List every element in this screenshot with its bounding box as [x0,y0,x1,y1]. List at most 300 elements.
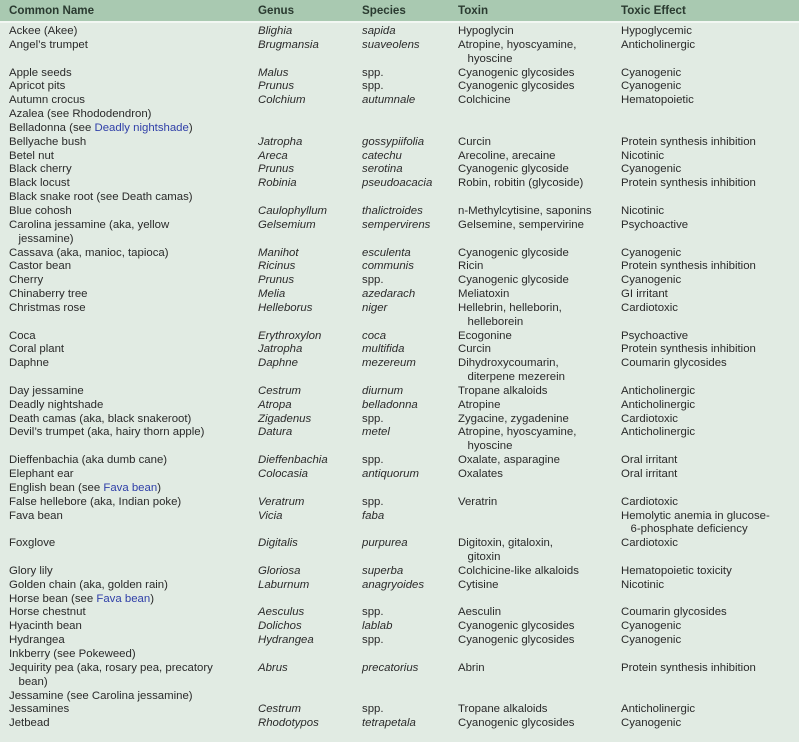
toxin-cell: Colchicine [458,94,511,107]
genus-cell: Zigadenus [258,412,312,425]
toxic-effect-cell: Protein synthesis inhibition [621,661,756,674]
common-name-cell [0,496,258,510]
toxin-cell: Cyanogenic glycosides [458,80,575,93]
toxin-cell [458,482,621,496]
genus-cell [258,690,362,704]
common-name: Daphne [9,357,49,370]
common-name: Glory lily [9,564,53,577]
common-name: Jetbead [9,717,50,730]
table-row [0,593,799,607]
common-name-cell [0,454,258,468]
toxin-cell: Cyanogenic glycoside [458,163,569,176]
species-cell: sapida [362,25,396,37]
toxin-cell: Ricin [458,260,484,273]
species-cell: coca [362,329,387,342]
common-name-cell [0,177,258,191]
common-name: English bean (see [9,481,104,494]
common-name: Autumn crocus [9,94,85,107]
common-name: Horse chestnut [9,606,86,619]
common-name-cell [0,606,258,620]
species-cell: spp. [362,606,384,619]
common-name-cell [0,108,258,122]
common-name-cell [0,94,258,108]
common-name: Cassava (aka, manioc, tapioca) [9,246,169,259]
toxic-effect-cell [621,191,799,205]
species-cell: faba [362,509,385,522]
toxin-cell [458,593,621,607]
toxin-cell: Atropine, hyoscyamine, hyoscine [458,426,577,453]
toxic-effect-cell: Hematopoietic [621,94,694,107]
toxin-cell: Atropine [458,398,501,411]
species-cell: niger [362,301,388,314]
species-cell: gossypiifolia [362,135,425,148]
toxin-cell: Atropine, hyoscyamine, hyoscine [458,38,577,65]
species-cell: tetrapetala [362,717,416,730]
common-name: Castor bean [9,260,72,273]
common-name: Black snake root (see Death camas) [9,191,193,204]
toxic-effect-cell: Cyanogenic [621,163,682,176]
species-cell: spp. [362,495,384,508]
table-row [0,343,799,357]
toxic-effect-cell: Protein synthesis inhibition [621,135,756,148]
table-row [0,634,799,648]
table-row [0,399,799,413]
genus-cell [258,122,362,136]
species-cell [362,593,458,607]
toxin-cell: Cyanogenic glycosides [458,717,575,730]
common-name: Horse bean (see [9,592,97,605]
toxic-effect-cell: Psychoactive [621,329,689,342]
common-name: Golden chain (aka, golden rain) [9,578,168,591]
toxic-effect-cell [621,122,799,136]
genus-cell [258,482,362,496]
toxin-cell: Curcin [458,343,491,356]
table-row [0,454,799,468]
toxic-effect-cell: Cyanogenic [621,80,682,93]
species-cell: purpurea [362,537,408,550]
toxin-cell [458,108,621,122]
common-name-cell [0,426,258,454]
table-row [0,330,799,344]
common-name: Fava bean [9,509,63,522]
toxic-effect-cell [621,482,799,496]
species-cell: precatorius [362,661,419,674]
common-name: Belladonna (see [9,121,95,134]
species-cell: diurnum [362,384,404,397]
toxic-effect-cell: Cardiotoxic [621,412,678,425]
genus-cell [258,648,362,662]
toxic-effect-cell: Oral irritant [621,454,678,467]
common-name: Day jessamine [9,384,84,397]
common-name-cell [0,274,258,288]
common-name: Hydrangea [9,634,65,647]
common-name: Blue cohosh [9,204,72,217]
common-name-cell [0,343,258,357]
common-name: Cherry [9,274,44,287]
table-row [0,39,799,67]
common-name-cell [0,80,258,94]
toxic-effect-cell: Psychoactive [621,218,689,231]
toxin-cell: Hypoglycin [458,25,514,37]
species-cell: communis [362,260,414,273]
genus-cell: Erythroxylon [258,329,322,342]
table-row [0,191,799,205]
common-name-cell [0,136,258,150]
genus-cell: Prunus [258,163,295,176]
table-body [0,22,799,731]
common-name-cell [0,703,258,717]
common-name-suffix: ) [150,592,155,605]
genus-cell: Areca [258,149,288,162]
common-name-cell [0,150,258,164]
genus-cell: Gloriosa [258,564,301,577]
common-name-cell [0,690,258,704]
table-row [0,94,799,108]
species-cell: spp. [362,412,384,425]
common-name: Betel nut [9,149,54,162]
genus-cell: Cestrum [258,384,302,397]
table-row [0,579,799,593]
table-row [0,205,799,219]
common-name-cell [0,260,258,274]
common-name: Jequirity pea (aka, rosary pea, precatory bean) [9,661,213,688]
species-cell: catechu [362,149,402,162]
genus-cell: Prunus [258,80,295,93]
common-name: Bellyache bush [9,135,87,148]
toxin-cell: Digitoxin, gitaloxin, gitoxin [458,537,553,564]
table-row [0,163,799,177]
toxin-cell: Gelsemine, sempervirine [458,218,584,231]
toxin-cell [458,191,621,205]
common-name-cell [0,482,258,496]
toxic-effect-cell: Coumarin glycosides [621,606,727,619]
genus-cell: Gelsemium [258,218,316,231]
species-cell: sempervirens [362,218,431,231]
genus-cell: Digitalis [258,537,298,550]
common-name: Angel’s trumpet [9,38,88,51]
table-row [0,426,799,454]
toxic-effect-cell: Nicotinic [621,204,665,217]
common-name-cell [0,620,258,634]
toxin-cell: Abrin [458,661,485,674]
genus-cell: Colocasia [258,468,309,480]
genus-cell: Laburnum [258,578,310,591]
toxin-cell: Oxalates [458,468,503,480]
species-cell [362,122,458,136]
common-name: Black cherry [9,163,72,176]
species-cell [362,690,458,704]
common-name-suffix: ) [157,481,161,494]
table-row [0,108,799,122]
genus-cell [258,593,362,607]
common-name-cell [0,399,258,413]
common-name: Christmas rose [9,301,86,314]
table-row [0,537,799,565]
toxin-cell [458,690,621,704]
toxin-cell: Cyanogenic glycosides [458,634,575,647]
species-cell [362,648,458,662]
common-name: Coca [9,329,36,342]
toxin-cell: Tropane alkaloids [458,703,548,716]
toxin-cell: Oxalate, asparagine [458,454,560,467]
toxin-cell [458,648,621,662]
table-header-row [0,0,799,22]
table-row [0,219,799,247]
genus-cell: Dieffenbachia [258,454,328,467]
table-row [0,717,799,731]
genus-cell: Abrus [258,661,288,674]
toxin-cell: Cyanogenic glycoside [458,274,569,287]
species-cell: spp. [362,66,384,79]
common-name-cell [0,67,258,81]
species-cell: metel [362,426,390,439]
common-name: Devil’s trumpet (aka, hairy thorn apple) [9,426,205,439]
species-cell: azedarach [362,288,416,301]
table-row [0,496,799,510]
species-cell: antiquorum [362,468,419,480]
common-name-cell [0,634,258,648]
species-cell [362,108,458,122]
common-name: Inkberry (see Pokeweed) [9,647,136,660]
genus-cell: Atropa [258,398,292,411]
common-name-cell [0,205,258,219]
table-row [0,648,799,662]
table-row [0,247,799,261]
species-cell: spp. [362,80,384,93]
common-name-cell [0,357,258,385]
common-name: Death camas (aka, black snakeroot) [9,412,192,425]
header-common-name: Common Name [0,0,258,22]
common-name: Chinaberry tree [9,288,88,301]
toxic-effect-cell: Cyanogenic [621,274,682,287]
genus-cell: Brugmansia [258,38,319,51]
common-name-cell [0,662,258,690]
common-name: Dieffenbachia (aka dumb cane) [9,454,168,467]
toxin-cell: Curcin [458,135,491,148]
common-name: Ackee (Akee) [9,25,78,37]
genus-cell: Manihot [258,246,299,259]
table-row [0,260,799,274]
species-cell: lablab [362,620,393,633]
common-name-cell [0,39,258,67]
toxic-effect-cell: Cyanogenic [621,634,682,647]
species-cell: thalictroides [362,204,423,217]
genus-cell: Daphne [258,357,298,370]
cross-reference-link[interactable]: Fava bean [103,481,158,494]
toxic-effect-cell [621,690,799,704]
common-name: Azalea (see Rhododendron) [9,108,152,121]
common-name-cell [0,163,258,177]
species-cell: serotina [362,163,403,176]
toxic-effect-cell: Protein synthesis inhibition [621,260,756,273]
toxic-effect-cell [621,648,799,662]
toxin-cell: Meliatoxin [458,288,510,301]
genus-cell: Rhodotypos [258,717,319,730]
common-name: Jessamines [9,703,70,716]
common-name-cell [0,510,258,538]
common-name: Apricot pits [9,80,66,93]
table-row [0,22,799,39]
table-row [0,122,799,136]
toxic-effect-cell: Cyanogenic [621,717,682,730]
table-row [0,67,799,81]
species-cell: spp. [362,703,384,716]
common-name-suffix: ) [188,121,193,134]
toxic-effect-cell: Anticholinergic [621,38,696,51]
toxic-effect-cell: Hematopoietic toxicity [621,564,732,577]
table-row [0,385,799,399]
common-name-cell [0,302,258,330]
species-cell: spp. [362,454,384,467]
table-row [0,177,799,191]
table-row [0,288,799,302]
toxic-effect-cell: Cyanogenic [621,620,682,633]
toxic-effect-cell: Anticholinergic [621,398,696,411]
table-row [0,606,799,620]
common-name-cell [0,191,258,205]
genus-cell: Hydrangea [258,634,314,647]
species-cell [362,482,458,496]
species-cell: autumnale [362,94,416,107]
common-name-cell [0,468,258,482]
common-name-cell [0,219,258,247]
genus-cell [258,108,362,122]
cross-reference-link[interactable]: Deadly nightshade [94,121,189,134]
species-cell: spp. [362,274,384,287]
toxin-cell: Cyanogenic glycoside [458,246,569,259]
genus-cell: Robinia [258,177,297,190]
toxin-cell: Aesculin [458,606,502,619]
toxin-cell: Robin, robitin (glycoside) [458,177,584,190]
common-name-cell [0,537,258,565]
common-name-cell [0,288,258,302]
genus-cell: Helleborus [258,301,313,314]
common-name-cell [0,579,258,593]
header-toxin: Toxin [458,0,621,22]
toxic-effect-cell: Cardiotoxic [621,537,678,550]
species-cell: superba [362,564,404,577]
toxin-cell: Ecogonine [458,329,512,342]
toxic-effect-cell [621,108,799,122]
common-name: Apple seeds [9,66,72,79]
common-name: Deadly nightshade [9,398,104,411]
common-name-cell [0,247,258,261]
toxic-effect-cell: Coumarin glycosides [621,357,727,370]
common-name: Hyacinth bean [9,620,82,633]
toxic-effect-cell: Nicotinic [621,149,665,162]
toxic-effect-cell: Protein synthesis inhibition [621,177,756,190]
common-name: Jessamine (see Carolina jessamine) [9,689,193,702]
toxic-effect-cell: Anticholinergic [621,384,696,397]
genus-cell: Jatropha [258,343,303,356]
table-row [0,413,799,427]
table-row [0,357,799,385]
table-row [0,690,799,704]
toxic-effect-cell: Oral irritant [621,468,678,480]
toxin-cell: n-Methylcytisine, saponins [458,204,592,217]
table-row [0,468,799,482]
toxin-cell: Hellebrin, helleborin, helleborein [458,301,562,328]
common-name-cell [0,385,258,399]
toxin-cell: Dihydroxycoumarin, diterpene mezerein [458,357,566,384]
genus-cell: Prunus [258,274,295,287]
table-row [0,565,799,579]
toxic-effect-cell: Anticholinergic [621,426,696,439]
toxin-cell [458,510,621,538]
toxic-effect-cell: GI irritant [621,288,668,301]
common-name-cell [0,22,258,39]
common-name-cell [0,330,258,344]
common-name: Elephant ear [9,468,74,480]
table-row [0,302,799,330]
species-cell: belladonna [362,398,418,411]
genus-cell: Cestrum [258,703,302,716]
header-species: Species [362,0,458,22]
toxic-effect-cell: Hemolytic anemia in glucose- 6-phosphate deficiency [621,509,770,536]
toxin-cell [458,122,621,136]
genus-cell: Aesculus [258,606,305,619]
toxic-effect-cell: Cyanogenic [621,66,682,79]
toxic-effect-cell: Cyanogenic [621,246,682,259]
toxic-effect-cell: Nicotinic [621,578,665,591]
genus-cell: Colchium [258,94,306,107]
table-row [0,620,799,634]
toxic-effect-cell: Cardiotoxic [621,301,678,314]
genus-cell: Vicia [258,509,283,522]
species-cell: suaveolens [362,38,420,51]
toxin-cell: Cyanogenic glycosides [458,66,575,79]
species-cell: pseudoacacia [362,177,433,190]
header-genus: Genus [258,0,362,22]
cross-reference-link[interactable]: Fava bean [96,592,151,605]
table-row [0,150,799,164]
genus-cell: Jatropha [258,135,303,148]
toxin-cell: Zygacine, zygadenine [458,412,569,425]
table-row [0,136,799,150]
species-cell: anagryoides [362,578,425,591]
table-row [0,703,799,717]
common-name-cell [0,122,258,136]
toxin-cell: Tropane alkaloids [458,384,548,397]
toxin-cell: Cytisine [458,578,499,591]
table-row [0,482,799,496]
table-row [0,662,799,690]
common-name-cell [0,593,258,607]
common-name-cell [0,717,258,731]
genus-cell: Caulophyllum [258,204,328,217]
species-cell: esculenta [362,246,411,259]
genus-cell: Melia [258,288,286,301]
toxic-effect-cell [621,593,799,607]
species-cell: multifida [362,343,405,356]
toxin-cell: Cyanogenic glycosides [458,620,575,633]
header-toxic-effect: Toxic Effect [621,0,799,22]
table-row [0,80,799,94]
toxin-cell: Veratrin [458,495,498,508]
common-name-cell [0,648,258,662]
genus-cell: Dolichos [258,620,302,633]
genus-cell: Datura [258,426,293,439]
common-name: Foxglove [9,537,56,550]
table-row [0,274,799,288]
common-name: False hellebore (aka, Indian poke) [9,495,182,508]
toxic-effect-cell: Protein synthesis inhibition [621,343,756,356]
genus-cell [258,191,362,205]
genus-cell: Malus [258,66,289,79]
genus-cell: Ricinus [258,260,296,273]
common-name-cell [0,413,258,427]
species-cell: mezereum [362,357,416,370]
